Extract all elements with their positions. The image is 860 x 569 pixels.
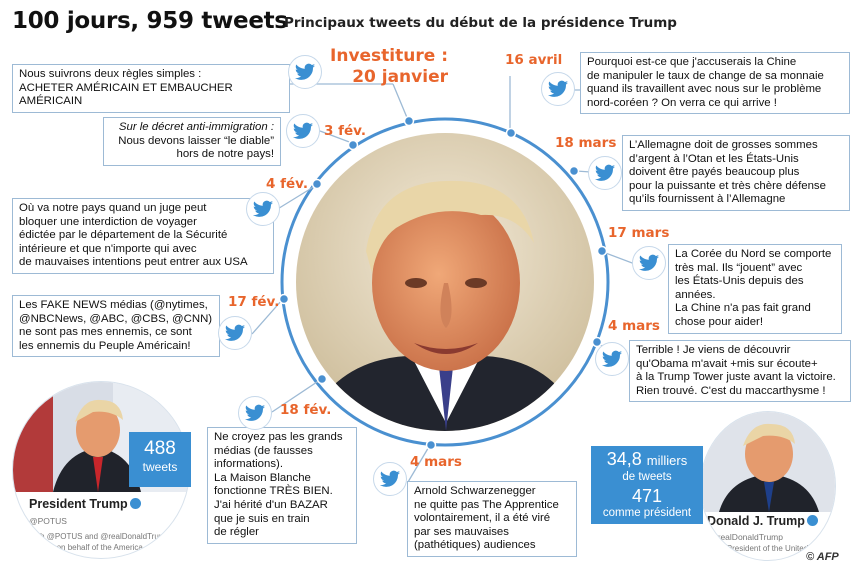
potus-handle: @POTUS: [29, 516, 67, 526]
tweet-line: (pathétiques) audiences: [414, 539, 536, 552]
tweet-line: nord-coréen ? On verra ce qui arrive !: [587, 96, 777, 109]
tweet-line: d’argent à l’Otan et les États-Unis: [629, 152, 799, 165]
real-bio-line: 45th President of the United Stat: [709, 544, 825, 553]
tweet-line: L’Allemagne doit de grosses sommes: [629, 139, 818, 151]
twitter-bird-icon: [238, 396, 272, 430]
potus-count-label: tweets: [142, 460, 178, 474]
tweet-line: ne quitte pas The Apprentice: [414, 498, 559, 511]
tweet-line: La Maison Blanche: [214, 471, 311, 484]
tweet-date: 4 mars: [608, 318, 660, 334]
tweet-line: ne sont pas mes ennemis, ce sont: [19, 326, 192, 339]
twitter-bird-icon: [588, 156, 622, 190]
tweet-line: Arnold Schwarzenegger: [414, 485, 536, 497]
tweet-date: 16 avril: [505, 52, 563, 68]
twitter-bird-icon: [218, 316, 252, 350]
twitter-bird-icon: [286, 114, 320, 148]
verified-badge-icon: [130, 498, 141, 509]
tweet-date: 18 mars: [555, 135, 617, 151]
tweet-card: [12, 64, 290, 113]
tweet-date: 4 mars: [410, 454, 462, 470]
tweet-date: 4 fév.: [266, 176, 308, 192]
tweet-card: [622, 135, 850, 211]
real-count-label: de tweets: [622, 471, 672, 483]
tweet-line: Ne croyez pas les grands: [214, 431, 343, 443]
tweet-line: qu’ils fournissent à l’Allemagne: [629, 193, 786, 206]
page-title: 100 jours, 959 tweets: [12, 8, 288, 34]
twitter-bird-icon: [373, 462, 407, 496]
tweet-line: ACHETER AMÉRICAIN ET EMBAUCHER AMÉRICAIN: [19, 81, 233, 108]
twitter-bird-icon: [595, 342, 629, 376]
tweet-line: bloquer une interdiction de voyager: [19, 215, 197, 228]
tweet-line: Rien trouvé. C'est du maccarthysme !: [636, 384, 826, 397]
tweet-line: chose pour aider!: [675, 315, 764, 328]
tweet-line: La Chine n'a pas fait grand: [675, 302, 811, 315]
real-name: Donald J. Trump: [707, 514, 818, 528]
inauguration-label: [330, 46, 448, 88]
tweet-line: intérieure et que n'importe qui avec: [19, 242, 197, 255]
real-count2-label: comme président: [602, 507, 692, 519]
tweet-line: doivent être payés beaucoup plus: [629, 166, 800, 179]
tweet-line: que je suis en train: [214, 512, 310, 525]
real-tweet-count: [591, 446, 703, 524]
twitter-bird-icon: [288, 55, 322, 89]
tweet-line: Pourquoi est-ce que j'accuserais la Chine: [587, 56, 797, 68]
tweet-line: quand ils travaillent avec nous sur le problème: [587, 83, 822, 96]
tweet-date: 17 fév.: [228, 294, 280, 310]
real-profile-card: [700, 411, 836, 561]
tweet-line: Où va notre pays quand un juge peut: [19, 202, 207, 214]
tweet-line: de manipuler le taux de change de sa monnaie: [587, 69, 824, 82]
tweet-card: [207, 427, 357, 544]
tweet-line: Nous devons laisser “le diable”: [118, 134, 274, 147]
real-handle: @realDonaldTrump: [709, 532, 783, 542]
real-count2-value: 471: [631, 486, 663, 506]
tweet-date: 17 mars: [608, 225, 670, 241]
tweet-line: Terrible ! Je viens de découvrir: [636, 344, 791, 356]
tweet-line: les États-Unis depuis des années.: [675, 275, 804, 301]
tweet-card: [668, 244, 842, 334]
tweet-line: pour la puissante et très chère défense: [629, 179, 826, 192]
tweet-line: informations).: [214, 458, 284, 471]
tweet-intro: Sur le décret anti-immigration :: [118, 121, 274, 133]
tweet-line: médias (de fausses: [214, 444, 313, 457]
tweet-line: de régler: [214, 526, 259, 539]
inauguration-line1: Investiture :: [330, 46, 448, 66]
tweet-line: Nous suivrons deux règles simples :: [19, 68, 202, 80]
tweet-line: Les FAKE NEWS médias (@nytimes,: [19, 299, 208, 311]
twitter-bird-icon: [632, 246, 666, 280]
tweet-card: [12, 198, 274, 274]
tweet-line: qu'Obama m'avait +mis sur écoute+: [636, 357, 818, 370]
tweet-line: très mal. Ils “jouent” avec: [675, 261, 803, 274]
twitter-bird-icon: [246, 192, 280, 226]
tweet-line: fonctionne TRÈS BIEN.: [214, 485, 333, 498]
tweet-line: hors de notre pays!: [176, 148, 274, 161]
twitter-bird-icon: [541, 72, 575, 106]
tweet-line: volontairement, il a été viré: [414, 512, 551, 525]
tweet-line: J'ai hérité d'un BAZAR: [214, 498, 328, 511]
potus-count-value: 488: [144, 438, 176, 459]
tweet-card: [629, 340, 851, 402]
trump-portrait: [296, 133, 594, 431]
tweet-line: les ennemis du Peuple Américain!: [19, 339, 191, 352]
inauguration-line2: 20 janvier: [352, 67, 448, 87]
tweet-line: par ses mauvaises: [414, 525, 509, 538]
tweet-line: La Corée du Nord se comporte: [675, 248, 832, 260]
tweet-card: [103, 117, 281, 166]
tweet-date: 3 fév.: [324, 123, 366, 139]
potus-bio-line: 45th @POTUS and @realDonaldTrump: [29, 532, 170, 541]
real-count-value: 34,8 milliers: [606, 449, 688, 469]
page-subtitle: Principaux tweets du début de la présidence Trump: [284, 15, 677, 31]
tweet-card: [580, 52, 850, 114]
tweet-date: 18 fév.: [280, 402, 332, 418]
tweet-line: à la Trump Tower juste avant la victoire.: [636, 371, 836, 384]
potus-name: President Trump: [29, 497, 141, 511]
tweet-line: de mauvaises intentions peut entrer aux USA: [19, 256, 248, 269]
afp-credit: © AFP: [806, 551, 839, 563]
tweet-card: [12, 295, 220, 357]
tweet-line: @NBCNews, @ABC, @CBS, @CNN): [19, 312, 213, 325]
tweet-card: [407, 481, 577, 557]
potus-tweet-count: [129, 432, 191, 487]
potus-bio-line: Tweets on behalf of the America: [29, 543, 143, 552]
verified-badge-icon: [807, 515, 818, 526]
tweet-line: édictée par le département de la Sécurité: [19, 229, 228, 242]
